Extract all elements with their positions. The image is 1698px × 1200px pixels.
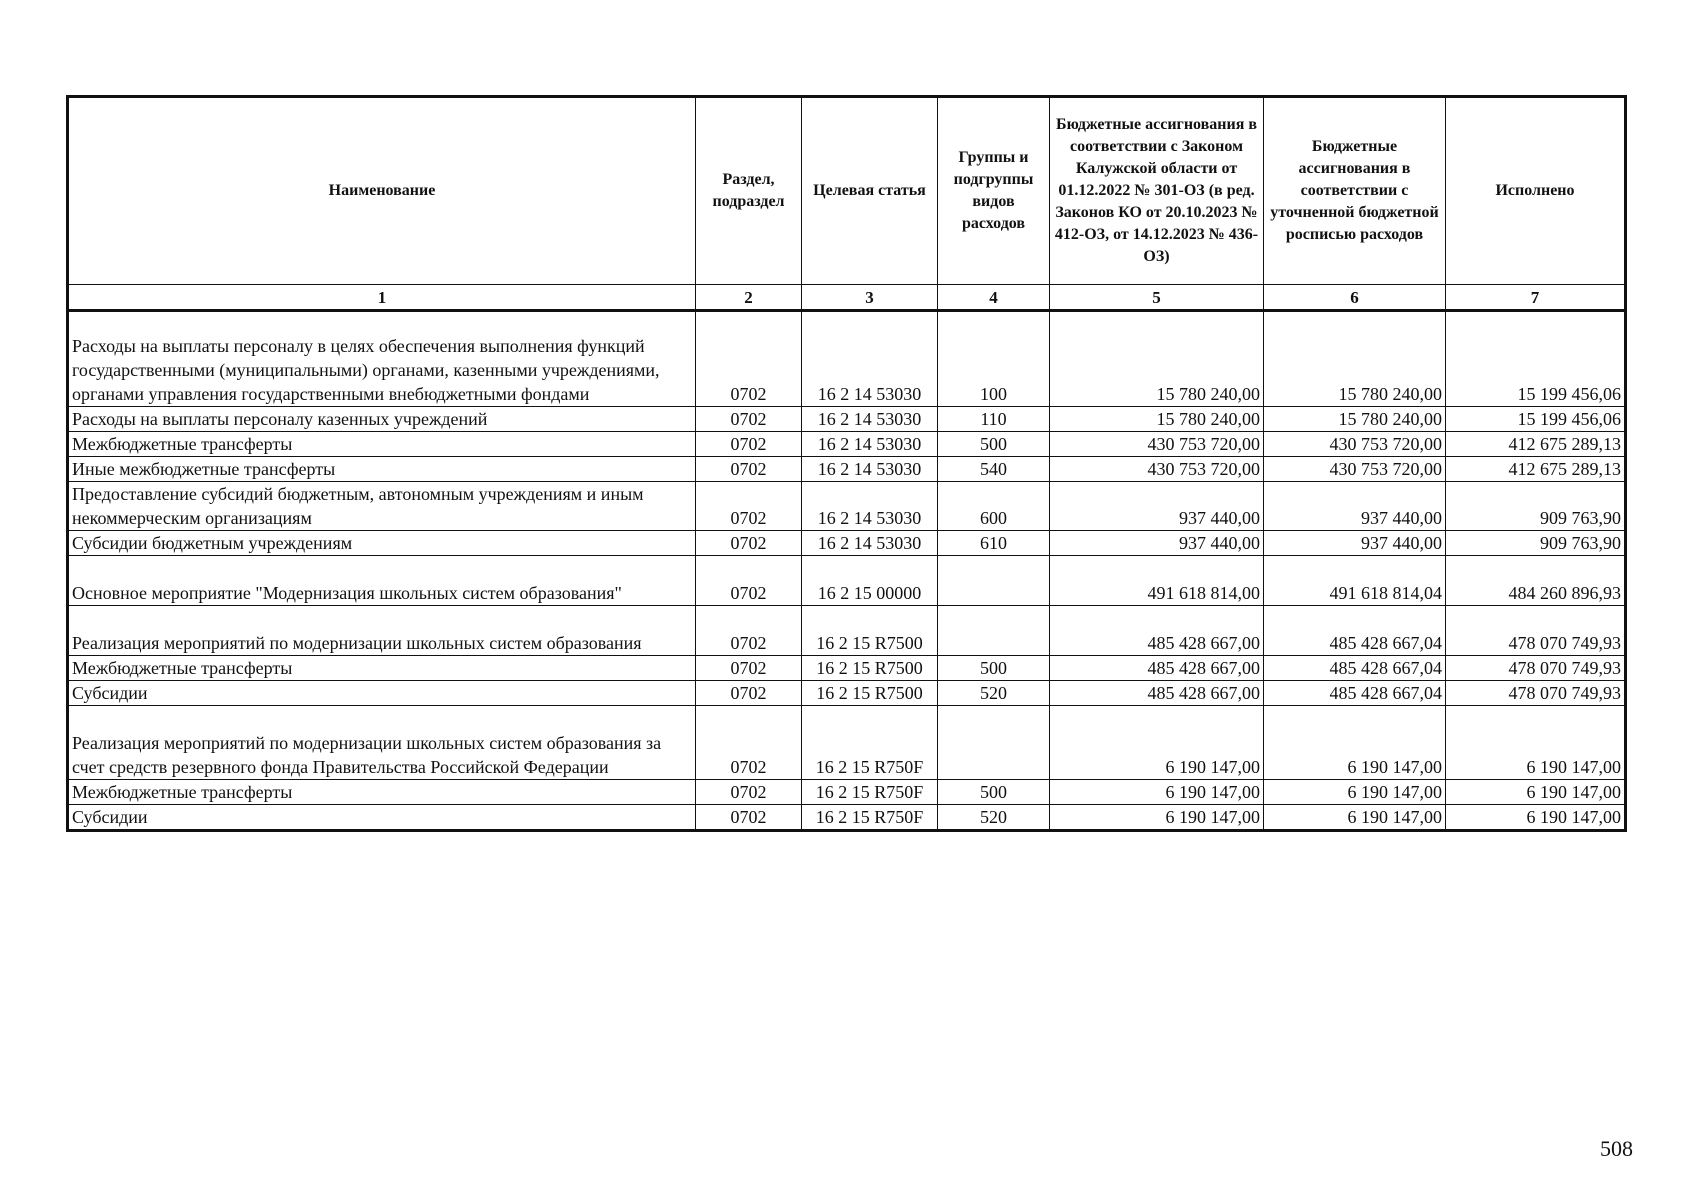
cell-refined: 485 428 667,04	[1264, 681, 1446, 706]
cell-executed: 6 190 147,00	[1446, 805, 1626, 831]
cell-approved: 15 780 240,00	[1050, 311, 1264, 407]
cell-section: 0702	[696, 407, 802, 432]
cell-name: Субсидии	[68, 805, 696, 831]
cell-group: 540	[938, 457, 1050, 482]
cell-article: 16 2 15 R7500	[802, 656, 938, 681]
cell-name: Субсидии бюджетным учреждениям	[68, 531, 696, 556]
cell-approved: 485 428 667,00	[1050, 656, 1264, 681]
cell-refined: 6 190 147,00	[1264, 706, 1446, 780]
cell-group: 610	[938, 531, 1050, 556]
cell-section: 0702	[696, 706, 802, 780]
table-row	[68, 706, 1626, 780]
table-row	[68, 780, 1626, 805]
col-number: 6	[1264, 285, 1446, 311]
col-header-refined: Бюджетные ассигнования в соответствии с уточненной бюджетной росписью расходов	[1264, 97, 1446, 285]
cell-approved: 430 753 720,00	[1050, 457, 1264, 482]
cell-article: 16 2 14 53030	[802, 407, 938, 432]
cell-article: 16 2 14 53030	[802, 311, 938, 407]
cell-group	[938, 706, 1050, 780]
col-number: 3	[802, 285, 938, 311]
cell-approved: 485 428 667,00	[1050, 681, 1264, 706]
cell-refined: 430 753 720,00	[1264, 432, 1446, 457]
col-number: 5	[1050, 285, 1264, 311]
cell-article: 16 2 15 R750F	[802, 780, 938, 805]
col-number: 7	[1446, 285, 1626, 311]
col-header-section: Раздел, подраздел	[696, 97, 802, 285]
cell-article: 16 2 14 53030	[802, 457, 938, 482]
cell-refined: 15 780 240,00	[1264, 407, 1446, 432]
cell-refined: 6 190 147,00	[1264, 805, 1446, 831]
cell-executed: 15 199 456,06	[1446, 407, 1626, 432]
table-body	[68, 311, 1626, 831]
cell-executed: 909 763,90	[1446, 531, 1626, 556]
cell-section: 0702	[696, 606, 802, 656]
cell-article: 16 2 14 53030	[802, 432, 938, 457]
cell-group: 520	[938, 805, 1050, 831]
table-row	[68, 407, 1626, 432]
cell-name: Межбюджетные трансферты	[68, 432, 696, 457]
table-row	[68, 482, 1626, 531]
table-row	[68, 457, 1626, 482]
table-row	[68, 531, 1626, 556]
cell-name: Расходы на выплаты персоналу казенных учреждений	[68, 407, 696, 432]
cell-section: 0702	[696, 656, 802, 681]
column-number-row	[68, 285, 1626, 311]
cell-group	[938, 606, 1050, 656]
cell-name: Реализация мероприятий по модернизации школьных систем образования	[68, 606, 696, 656]
cell-refined: 485 428 667,04	[1264, 656, 1446, 681]
cell-name: Иные межбюджетные трансферты	[68, 457, 696, 482]
cell-name: Реализация мероприятий по модернизации школьных систем образования за счет средств резервного фонда Правительства Российской Федерации	[68, 706, 696, 780]
cell-group: 100	[938, 311, 1050, 407]
cell-group: 500	[938, 780, 1050, 805]
cell-refined: 937 440,00	[1264, 531, 1446, 556]
cell-approved: 937 440,00	[1050, 482, 1264, 531]
cell-refined: 430 753 720,00	[1264, 457, 1446, 482]
table-row	[68, 432, 1626, 457]
cell-name: Субсидии	[68, 681, 696, 706]
cell-section: 0702	[696, 457, 802, 482]
cell-executed: 6 190 147,00	[1446, 706, 1626, 780]
cell-executed: 484 260 896,93	[1446, 556, 1626, 606]
cell-executed: 478 070 749,93	[1446, 656, 1626, 681]
cell-name: Предоставление субсидий бюджетным, автономным учреждениям и иным некоммерческим организациям	[68, 482, 696, 531]
cell-refined: 15 780 240,00	[1264, 311, 1446, 407]
col-header-approved: Бюджетные ассигнования в соответствии с Законом Калужской области от 01.12.2022 № 301-ОЗ (в ред. Законов КО от 20.10.2023 № 412-ОЗ, от 14.12.2023 № 436-ОЗ)	[1050, 97, 1264, 285]
cell-refined: 491 618 814,04	[1264, 556, 1446, 606]
cell-executed: 15 199 456,06	[1446, 311, 1626, 407]
cell-approved: 485 428 667,00	[1050, 606, 1264, 656]
cell-approved: 6 190 147,00	[1050, 706, 1264, 780]
cell-executed: 478 070 749,93	[1446, 681, 1626, 706]
table-row	[68, 681, 1626, 706]
cell-group: 600	[938, 482, 1050, 531]
cell-section: 0702	[696, 681, 802, 706]
cell-section: 0702	[696, 556, 802, 606]
cell-approved: 6 190 147,00	[1050, 780, 1264, 805]
col-header-executed: Исполнено	[1446, 97, 1626, 285]
cell-refined: 6 190 147,00	[1264, 780, 1446, 805]
header-row	[68, 97, 1626, 285]
cell-refined: 937 440,00	[1264, 482, 1446, 531]
table-row	[68, 556, 1626, 606]
cell-section: 0702	[696, 805, 802, 831]
cell-executed: 6 190 147,00	[1446, 780, 1626, 805]
table-row	[68, 805, 1626, 831]
cell-article: 16 2 15 00000	[802, 556, 938, 606]
cell-executed: 412 675 289,13	[1446, 457, 1626, 482]
col-number: 2	[696, 285, 802, 311]
cell-approved: 937 440,00	[1050, 531, 1264, 556]
col-header-group: Группы и подгруппы видов расходов	[938, 97, 1050, 285]
table-row	[68, 656, 1626, 681]
cell-group: 500	[938, 432, 1050, 457]
cell-executed: 909 763,90	[1446, 482, 1626, 531]
cell-name: Расходы на выплаты персоналу в целях обеспечения выполнения функций государственными (муниципальными) органами, казенными учреждениями, органами управления государственными внебюджетными фондами	[68, 311, 696, 407]
cell-group	[938, 556, 1050, 606]
cell-executed: 412 675 289,13	[1446, 432, 1626, 457]
cell-section: 0702	[696, 780, 802, 805]
cell-refined: 485 428 667,04	[1264, 606, 1446, 656]
cell-approved: 15 780 240,00	[1050, 407, 1264, 432]
cell-article: 16 2 14 53030	[802, 531, 938, 556]
cell-section: 0702	[696, 432, 802, 457]
cell-name: Межбюджетные трансферты	[68, 656, 696, 681]
cell-name: Основное мероприятие "Модернизация школьных систем образования"	[68, 556, 696, 606]
cell-article: 16 2 15 R7500	[802, 681, 938, 706]
cell-section: 0702	[696, 482, 802, 531]
cell-article: 16 2 15 R7500	[802, 606, 938, 656]
cell-article: 16 2 14 53030	[802, 482, 938, 531]
cell-approved: 430 753 720,00	[1050, 432, 1264, 457]
page-number: 508	[1600, 1136, 1633, 1161]
cell-section: 0702	[696, 311, 802, 407]
col-header-name: Наименование	[68, 97, 696, 285]
cell-article: 16 2 15 R750F	[802, 706, 938, 780]
col-header-article: Целевая статья	[802, 97, 938, 285]
cell-article: 16 2 15 R750F	[802, 805, 938, 831]
cell-group: 520	[938, 681, 1050, 706]
cell-group: 110	[938, 407, 1050, 432]
cell-section: 0702	[696, 531, 802, 556]
cell-approved: 6 190 147,00	[1050, 805, 1264, 831]
budget-table	[66, 95, 1627, 832]
col-number: 1	[68, 285, 696, 311]
cell-group: 500	[938, 656, 1050, 681]
cell-name: Межбюджетные трансферты	[68, 780, 696, 805]
table-row	[68, 311, 1626, 407]
cell-approved: 491 618 814,00	[1050, 556, 1264, 606]
col-number: 4	[938, 285, 1050, 311]
table-row	[68, 606, 1626, 656]
cell-executed: 478 070 749,93	[1446, 606, 1626, 656]
